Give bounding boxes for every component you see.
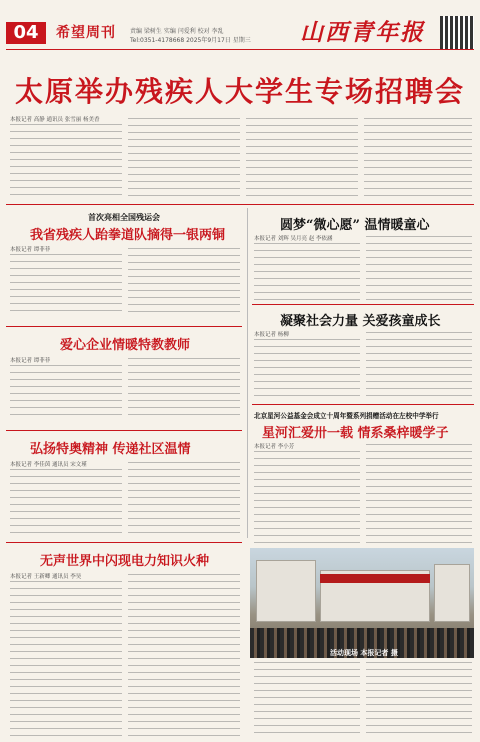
column-divider bbox=[247, 208, 248, 538]
section-name: 希望周刊 bbox=[56, 25, 116, 41]
silent-body-col2 bbox=[128, 574, 240, 737]
event-banner bbox=[320, 574, 430, 583]
spirit-body-col2 bbox=[128, 462, 240, 535]
lead-body-col2 bbox=[128, 118, 240, 200]
silent-title: 无声世界中闪现电力知识火种 bbox=[40, 554, 210, 569]
lead-body-col4 bbox=[364, 118, 472, 200]
silent-rule bbox=[6, 542, 242, 543]
editor-line: 责编 梁树生 实编 闫爱利 校对 李乱 bbox=[130, 28, 224, 35]
beijing-body-col2 bbox=[366, 444, 472, 545]
dream-body-col2 bbox=[366, 236, 472, 301]
lead-headline: 太原举办残疾人大学生专场招聘会 bbox=[14, 75, 465, 108]
beijing-kicker: 北京星河公益基金会成立十周年暨系列捐赠活动在左校中学举行 bbox=[254, 412, 439, 420]
spirit-byline: 本报记者 李佳茵 通讯员 宋文瑾 bbox=[10, 462, 87, 468]
building-left bbox=[256, 560, 316, 622]
teacher-body-col1 bbox=[10, 365, 122, 421]
building-right bbox=[434, 564, 470, 622]
community-body-col2 bbox=[366, 332, 472, 401]
spirit-title: 弘扬特奥精神 传递社区温情 bbox=[30, 442, 191, 457]
qr-code-icon bbox=[440, 16, 474, 50]
beijing-body-col3 bbox=[254, 662, 360, 738]
beijing-body-col1 bbox=[254, 451, 360, 545]
beijing-rule bbox=[252, 404, 474, 405]
masthead bbox=[0, 0, 480, 52]
spirit-body-col1 bbox=[10, 469, 122, 535]
event-photo bbox=[250, 548, 474, 658]
spirit-rule bbox=[6, 430, 242, 431]
beijing-body-col4 bbox=[366, 662, 472, 738]
masthead-rule bbox=[6, 49, 474, 50]
photo-caption: 活动现场 本报记者 摄 bbox=[330, 649, 398, 657]
sports-title: 我省残疾人跆拳道队摘得一银两铜 bbox=[30, 228, 226, 243]
teacher-rule bbox=[6, 326, 242, 327]
lead-body-col3 bbox=[246, 118, 358, 200]
newspaper-logo: 山西青年报 bbox=[300, 19, 425, 46]
community-rule bbox=[252, 304, 474, 305]
dream-byline: 本报记者 刘辉 吴月亮 赵 李依涵 bbox=[254, 236, 333, 242]
community-byline: 本报记者 杨柳 bbox=[254, 332, 289, 338]
beijing-byline: 本报记者 李小芳 bbox=[254, 444, 295, 450]
lead-body-col1 bbox=[10, 124, 122, 200]
date-line: Tel:0351-4178668 2025年9月17日 星期三 bbox=[130, 37, 251, 44]
beijing-title: 星河汇爱卅一载 情系桑梓暖学子 bbox=[262, 426, 449, 441]
sports-body-col1 bbox=[10, 254, 122, 316]
silent-body-col1 bbox=[10, 581, 122, 737]
sports-body-col2 bbox=[128, 248, 240, 316]
sports-byline: 本报记者 谭菲菲 bbox=[10, 247, 51, 253]
dream-title: 圆梦“微心愿” 温情暖童心 bbox=[280, 218, 430, 233]
silent-byline: 本报记者 王新卿 通讯员 李昊 bbox=[10, 574, 82, 580]
sports-kicker: 首次亮相全国残运会 bbox=[88, 212, 160, 222]
community-body-col1 bbox=[254, 339, 360, 401]
dream-body-col1 bbox=[254, 243, 360, 301]
lead-byline: 本报记者 高静 通讯员 张雪丽 杨美香 bbox=[10, 117, 100, 123]
teacher-title: 爱心企业情暖特教教师 bbox=[60, 338, 191, 353]
page-number: 04 bbox=[6, 22, 46, 44]
teacher-body-col2 bbox=[128, 358, 240, 421]
lead-rule bbox=[6, 204, 474, 205]
teacher-byline: 本报记者 谭菲菲 bbox=[10, 358, 51, 364]
community-title: 凝聚社会力量 关爱孩童成长 bbox=[280, 314, 441, 329]
